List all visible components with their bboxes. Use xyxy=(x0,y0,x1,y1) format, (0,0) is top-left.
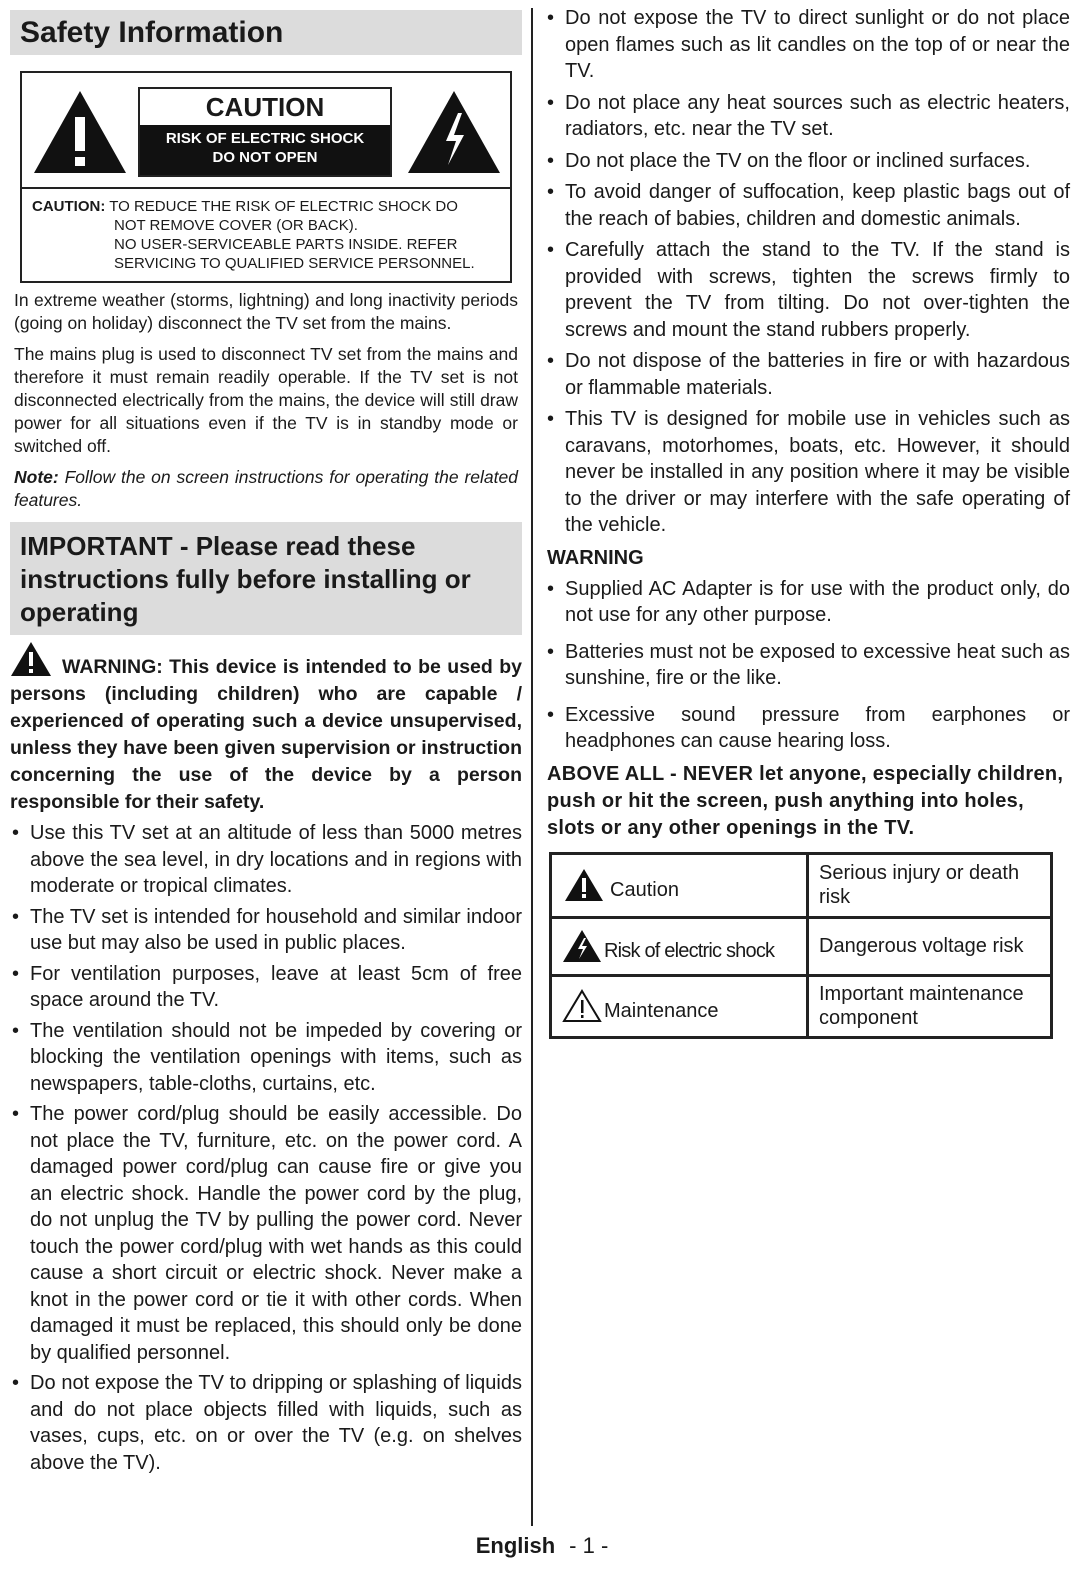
note-text: Follow the on screen instructions for operating the related features. xyxy=(14,467,518,510)
electric-shock-triangle-icon xyxy=(406,89,502,175)
right-column xyxy=(545,0,1070,1039)
list-item: • Supplied AC Adapter is for use with the product only, do not use for any other purpose. xyxy=(545,576,1070,629)
list-item: • Carefully attach the stand to the TV. If the stand is provided with screws, tighten the screws firmly to prevent the TV from tilting. Do not over-tighten the screws and mount the stand rubbers properly. xyxy=(545,237,1070,343)
legend-meaning-cell: Serious injury or death risk xyxy=(808,853,1052,917)
warning-statement xyxy=(10,641,522,816)
legend-symbol-label: Maintenance xyxy=(604,1000,719,1022)
list-item: • Do not place any heat sources such as electric heaters, radiators, etc. near the TV set. xyxy=(545,90,1070,143)
legend-symbol-cell xyxy=(551,975,808,1037)
caution-notice-text xyxy=(32,197,502,273)
caution-sign-line1: RISK OF ELECTRIC SHOCK xyxy=(165,130,365,147)
mains-plug-paragraph: The mains plug is used to disconnect TV set from the mains and therefore it must remain readily operable. If the TV set is not disconnected electrically from the mains, the device will still draw power for all situations even if the TV is in standby mode or switched off. xyxy=(14,344,518,456)
caution-notice-label: CAUTION: xyxy=(32,198,106,215)
footer-language: English xyxy=(475,1533,556,1558)
left-bullet-list xyxy=(10,820,522,1476)
note-paragraph xyxy=(10,466,522,512)
legend-meaning-cell: Dangerous voltage risk xyxy=(808,917,1052,975)
list-item: • Batteries must not be exposed to excessive heat such as sunshine, fire or the like. xyxy=(545,639,1070,692)
legend-symbol-cell xyxy=(551,853,808,917)
legend-symbol-label: Caution xyxy=(610,879,679,901)
list-item: • The ventilation should not be impeded by covering or blocking the ventilation openings with items, such as newspapers, table-cloths, curtains, etc. xyxy=(10,1018,522,1098)
caution-notice-line2: NOT REMOVE COVER (OR BACK). xyxy=(114,217,358,234)
list-item: • The TV set is intended for household and similar indoor use but may also be used in public places. xyxy=(10,904,522,957)
caution-sign-black-band xyxy=(140,125,390,175)
page-number: - 1 - xyxy=(569,1533,609,1558)
legend-symbol-label: Risk of electric shock xyxy=(604,940,775,962)
caution-sign-title: CAUTION xyxy=(205,92,325,122)
caution-notice-line4: SERVICING TO QUALIFIED SERVICE PERSONNEL. xyxy=(114,255,475,272)
list-item: • Do not dispose of the batteries in fire or with hazardous or flammable materials. xyxy=(545,348,1070,401)
table-row xyxy=(551,975,1052,1037)
legend-meaning-cell: Important maintenance component xyxy=(808,975,1052,1037)
left-column xyxy=(10,0,522,1476)
warning-heading: WARNING xyxy=(547,546,644,569)
list-item: • For ventilation purposes, leave at least 5cm of free space around the TV. xyxy=(10,961,522,1014)
list-item: • The power cord/plug should be easily accessible. Do not place the TV, furniture, etc. on the power cord. A damaged power cord/plug can cause fire or give you an electric shock. Handle the power cord by the plug, do not unplug the TV by pulling the power cord. Never touch the power cord/plug with wet hands as this could cause a short circuit or electric shock. Never make a knot in the power cord or tie it with other cords. When damaged it must be replaced, this should only be done by qualified personnel. xyxy=(10,1101,522,1366)
symbol-legend-table xyxy=(549,852,1053,1039)
maintenance-triangle-icon xyxy=(562,989,602,1023)
caution-sign xyxy=(138,87,392,177)
warning-statement-text: WARNING: This device is intended to be used by persons (including children) who are capable / experienced of operating such a device unsupervised, unless they have been given supervision or instruction concerning the use of the device by a person responsible for their safety. xyxy=(10,656,522,813)
table-row xyxy=(551,917,1052,975)
warning-triangle-icon xyxy=(10,641,52,677)
electric-shock-triangle-icon xyxy=(562,929,602,963)
column-divider xyxy=(531,8,533,1526)
caution-label-box xyxy=(20,71,512,283)
list-item: • Do not expose the TV to dripping or splashing of liquids and do not place objects filled with liquids, such as vases, cups, etc. on or over the TV (e.g. on shelves above the TV). xyxy=(10,1370,522,1476)
extreme-weather-paragraph: In extreme weather (storms, lightning) and long inactivity periods (going on holiday) disconnect the TV set from the mains. xyxy=(14,290,518,333)
right-bullet-list xyxy=(545,5,1070,539)
list-item: • Do not place the TV on the floor or inclined surfaces. xyxy=(545,148,1070,175)
warning-triangle-icon xyxy=(32,89,128,175)
safety-heading: Safety Information xyxy=(10,10,522,55)
above-all-warning: ABOVE ALL - NEVER let anyone, especially children, push or hit the screen, push anything into holes, slots or any other openings in the TV. xyxy=(547,762,1064,839)
list-item: • Use this TV set at an altitude of less than 5000 metres above the sea level, in dry locations and in regions with moderate or tropical climates. xyxy=(10,820,522,900)
note-label: Note: xyxy=(14,467,59,487)
list-item: • This TV is designed for mobile use in vehicles such as caravans, motorhomes, boats, etc. However, it should never be installed in any position where it may be visible to the driver or may interfere with the safe operating of the vehicle. xyxy=(545,406,1070,539)
caution-notice-line1: TO REDUCE THE RISK OF ELECTRIC SHOCK DO xyxy=(109,198,458,215)
caution-notice-line3: NO USER-SERVICEABLE PARTS INSIDE. REFER xyxy=(114,236,458,253)
page-footer xyxy=(0,1533,1084,1559)
caution-triangle-icon xyxy=(564,868,604,902)
list-item: • Excessive sound pressure from earphones or headphones can cause hearing loss. xyxy=(545,702,1070,755)
important-heading: IMPORTANT - Please read these instructions fully before installing or operating xyxy=(10,522,522,635)
caution-label-top xyxy=(22,73,510,189)
list-item: • To avoid danger of suffocation, keep plastic bags out of the reach of babies, children and domestic animals. xyxy=(545,179,1070,232)
caution-sign-line2: DO NOT OPEN xyxy=(212,149,318,166)
list-item: • Do not expose the TV to direct sunlight or do not place open flames such as lit candles on the top of or near the TV. xyxy=(545,5,1070,85)
legend-symbol-cell xyxy=(551,917,808,975)
table-row xyxy=(551,853,1052,917)
warning-bullet-list xyxy=(545,576,1070,755)
